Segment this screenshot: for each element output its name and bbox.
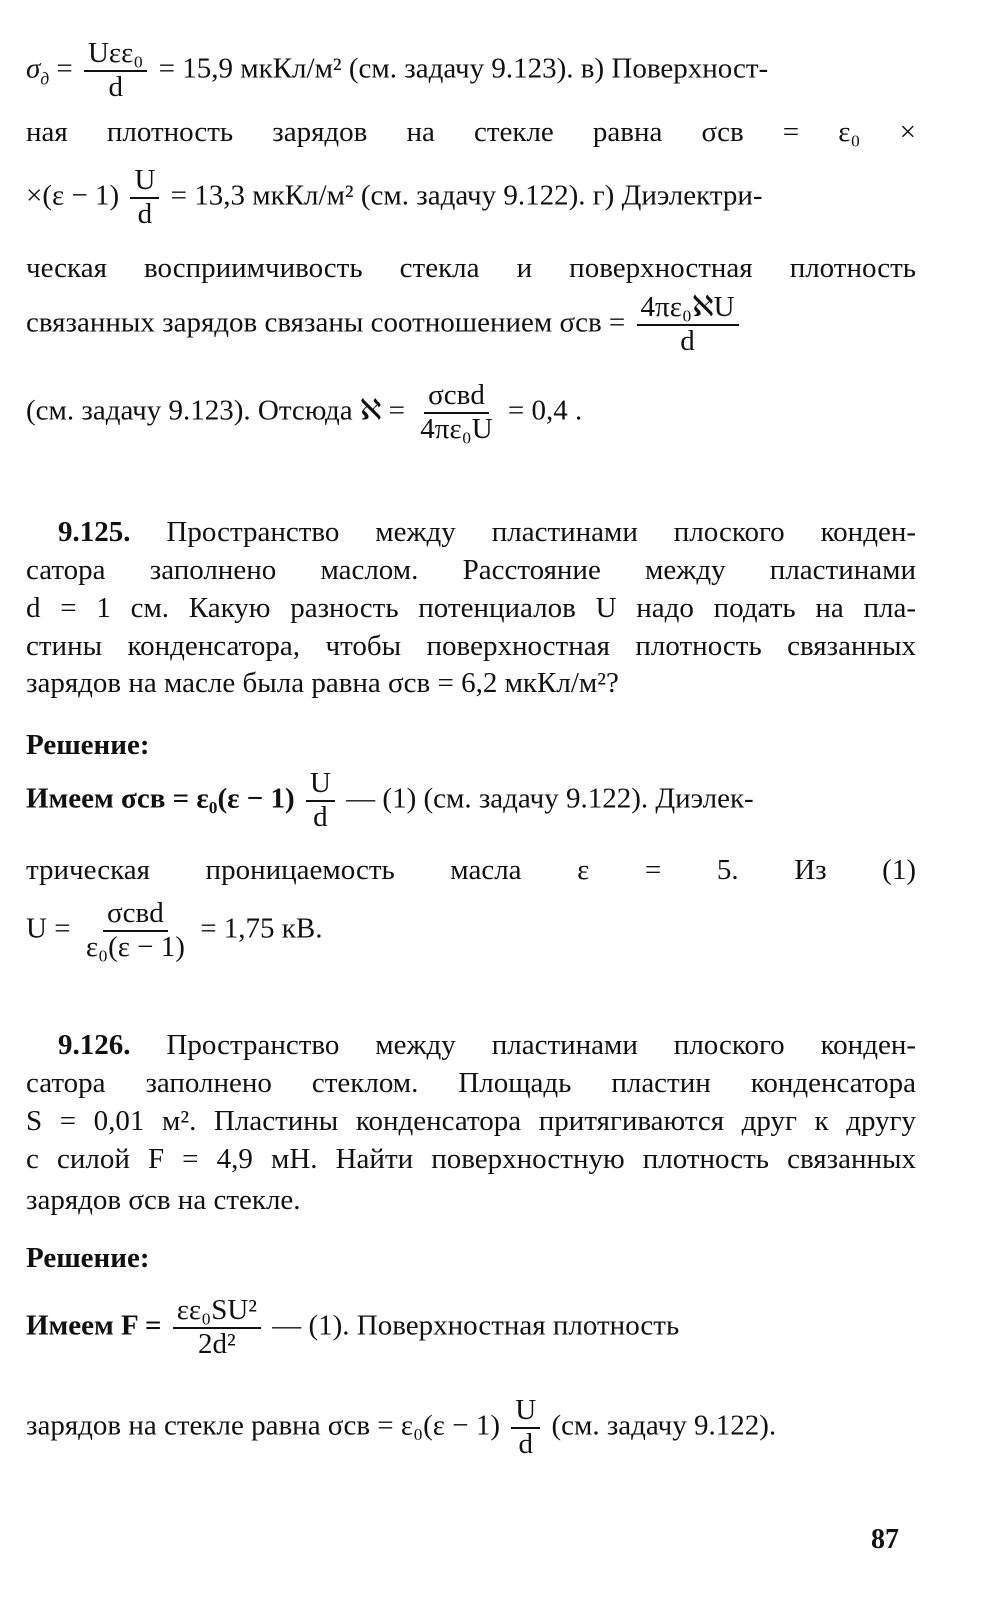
fraction: $\frac{\text{4πε₀ℵU}}{d}$ <box>637 292 739 358</box>
solution-9126-line-2: зарядов на стекле равна σсв = ε₀(ε − 1) $\frac{U}{d}$ (см. задачу 9.122). <box>26 1394 777 1460</box>
solution-9125-line-3: U = $\frac{\text{σсвd}}{\text{ε₀(ε − 1)}}$ = 1,75 кВ. <box>26 897 323 963</box>
solution-9125-line-1: Имеем σсв = ε₀(ε − 1) $\frac{U}{d}$ — (1) (см. задачу 9.122). Диэлек- <box>26 767 754 833</box>
fraction: $\frac{U}{d}$ <box>511 1395 540 1461</box>
problem-9126-line-4: с силой F = 4,9 мН. Найти поверхностную плотность связанных <box>26 1143 916 1175</box>
cont-line-5: связанных зарядов связаны соотношением σсв = $\frac{\text{4πε₀ℵU}}{d}$ <box>26 292 916 358</box>
fraction: $\frac{U}{d}$ <box>130 165 159 231</box>
fraction: $\frac{\text{σсвd}}{\text{ε₀(ε − 1)}}$ <box>85 897 185 963</box>
problem-9125-line-2: сатора заполнено маслом. Расстояние между пластинами <box>26 554 916 586</box>
problem-9125-line-4: стины конденсатора, чтобы поверхностная плотность связанных <box>26 630 916 662</box>
problem-9125-line-3: d = 1 см. Какую разность потенциалов U надо подать на пла- <box>26 592 916 624</box>
problem-number: 9.126. <box>58 1029 131 1061</box>
solution-heading: Решение: <box>26 1242 150 1274</box>
problem-9126-line-5: зарядов σсв на стекле. <box>26 1184 301 1216</box>
problem-number: 9.125. <box>58 516 131 548</box>
cont-line-6: (см. задачу 9.123). Отсюда ℵ = $\frac{\text{σсвd}}{\text{4πε₀U}}$ = 0,4 . <box>26 379 583 445</box>
solution-heading: Решение: <box>26 729 150 761</box>
page-number: 87 <box>871 1524 899 1555</box>
problem-9125-line-1: 9.125. Пространство между пластинами плоского конден- <box>58 516 917 548</box>
solution-9125-line-2: трическая проницаемость масла ε = 5. Из (1) <box>26 854 916 886</box>
fraction: $\frac{\text{εε₀SU²}}{\text{2d²}}$ <box>173 1295 261 1361</box>
problem-9126-line-2: сатора заполнено стеклом. Площадь пластин конденсатора <box>26 1067 916 1099</box>
fraction: $\frac{U}{d}$ <box>306 768 335 834</box>
cont-line-3: ×(ε − 1) $\frac{U}{d}$ = 13,3 мкКл/м² (см. задачу 9.122). г) Диэлектри- <box>26 164 763 230</box>
problem-9126-line-3: S = 0,01 м². Пластины конденсатора притягиваются друг к другу <box>26 1105 916 1137</box>
cont-line-1: $\sigma_д$ = $\frac{\text{Uεε₀}}{d}$ = 15,9 мкКл/м² (см. задачу 9.123). в) Поверхност- <box>26 37 769 103</box>
problem-9126-line-1: 9.126. Пространство между пластинами плоского конден- <box>58 1029 917 1061</box>
fraction: $\frac{\text{σсвd}}{\text{4πε₀U}}$ <box>420 379 493 445</box>
fraction: $\frac{\text{Uεε₀}}{d}$ <box>84 38 147 104</box>
solution-9126-line-1: Имеем F = $\frac{\text{εε₀SU²}}{\text{2d²}}$ — (1). Поверхностная плотность <box>26 1294 680 1360</box>
problem-9125-line-5: зарядов на масле была равна σсв = 6,2 мкКл/м²? <box>26 667 619 699</box>
cont-line-4: ческая восприимчивость стекла и поверхностная плотность <box>26 252 916 284</box>
cont-line-2: ная плотность зарядов на стекле равна σсв = ε₀ × <box>26 116 916 148</box>
